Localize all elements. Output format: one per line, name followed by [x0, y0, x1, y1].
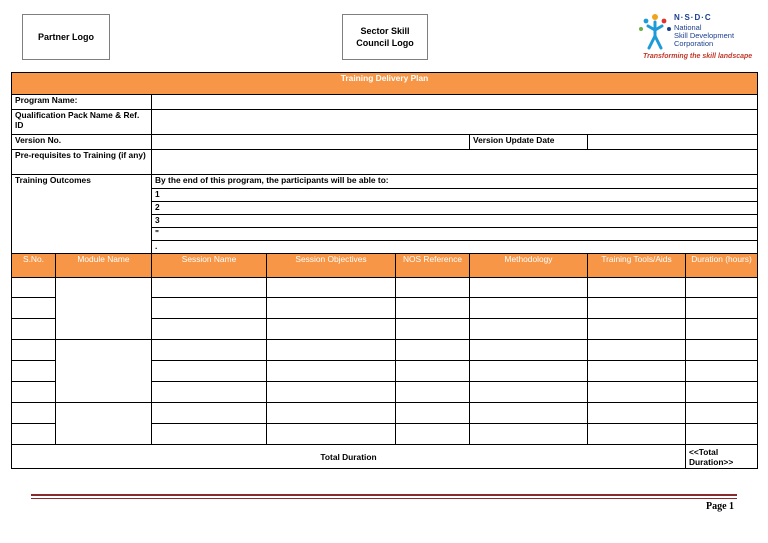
col-header-session-name: Session Name [152, 254, 267, 278]
sno-cell[interactable] [12, 278, 56, 298]
module-name-cell[interactable] [56, 340, 152, 403]
sno-cell[interactable] [12, 298, 56, 319]
duration-cell[interactable] [686, 382, 758, 403]
duration-cell[interactable] [686, 319, 758, 340]
nsdc-abbr: N·S·D·C [674, 13, 712, 22]
version-update-label: Version Update Date [470, 135, 588, 150]
session-name-cell[interactable] [152, 424, 267, 445]
program-name-value[interactable] [152, 95, 758, 110]
training-tools-cell[interactable] [588, 340, 686, 361]
footer-rule [31, 494, 737, 496]
methodology-cell[interactable] [470, 424, 588, 445]
training-tools-cell[interactable] [588, 403, 686, 424]
methodology-cell[interactable] [470, 319, 588, 340]
outcomes-intro: By the end of this program, the participants will be able to: [152, 175, 758, 189]
session-objectives-cell[interactable] [267, 319, 396, 340]
methodology-cell[interactable] [470, 382, 588, 403]
outcome-item[interactable]: 3 [152, 215, 758, 228]
page-number: Page 1 [706, 501, 735, 512]
total-duration-value[interactable]: <<Total Duration>> [686, 445, 758, 469]
nos-reference-cell[interactable] [396, 403, 470, 424]
nsdc-tagline: Transforming the skill landscape [643, 53, 753, 60]
session-objectives-cell[interactable] [267, 361, 396, 382]
nsdc-name [674, 24, 734, 48]
sector-logo-label: Sector Skill Council Logo [356, 26, 414, 48]
training-tools-cell[interactable] [588, 361, 686, 382]
outcome-item[interactable]: . [152, 241, 758, 254]
prerequisites-label: Pre-requisites to Training (if any) [12, 150, 152, 175]
table-title: Training Delivery Plan [12, 73, 758, 95]
version-no-label: Version No. [12, 135, 152, 150]
training-delivery-plan-table [11, 72, 758, 469]
version-no-value[interactable] [152, 135, 470, 150]
nsdc-name-line3: Corporation [674, 39, 714, 48]
outcome-item[interactable]: 1 [152, 189, 758, 202]
partner-logo-label: Partner Logo [37, 32, 94, 42]
sno-cell[interactable] [12, 382, 56, 403]
nsdc-name-line1: National [674, 23, 702, 32]
session-objectives-cell[interactable] [267, 340, 396, 361]
duration-cell[interactable] [686, 361, 758, 382]
outcome-item[interactable]: " [152, 228, 758, 241]
methodology-cell[interactable] [470, 403, 588, 424]
sno-cell[interactable] [12, 403, 56, 424]
training-tools-cell[interactable] [588, 424, 686, 445]
session-objectives-cell[interactable] [267, 278, 396, 298]
sector-skill-council-logo [342, 14, 428, 60]
methodology-cell[interactable] [470, 278, 588, 298]
col-header-sno: S.No. [12, 254, 56, 278]
training-outcomes-label: Training Outcomes [12, 175, 152, 254]
col-header-duration: Duration (hours) [686, 254, 758, 278]
methodology-cell[interactable] [470, 340, 588, 361]
session-name-cell[interactable] [152, 382, 267, 403]
training-tools-cell[interactable] [588, 382, 686, 403]
session-name-cell[interactable] [152, 298, 267, 319]
session-objectives-cell[interactable] [267, 382, 396, 403]
duration-cell[interactable] [686, 424, 758, 445]
training-tools-cell[interactable] [588, 319, 686, 340]
module-name-cell[interactable] [56, 278, 152, 340]
program-name-label: Program Name: [12, 95, 152, 110]
session-name-cell[interactable] [152, 403, 267, 424]
nos-reference-cell[interactable] [396, 424, 470, 445]
methodology-cell[interactable] [470, 298, 588, 319]
session-objectives-cell[interactable] [267, 298, 396, 319]
version-update-value[interactable] [588, 135, 758, 150]
duration-cell[interactable] [686, 403, 758, 424]
footer-rule-thin [31, 498, 737, 499]
nos-reference-cell[interactable] [396, 340, 470, 361]
nsdc-logo [638, 12, 753, 64]
nos-reference-cell[interactable] [396, 319, 470, 340]
nos-reference-cell[interactable] [396, 382, 470, 403]
session-name-cell[interactable] [152, 340, 267, 361]
session-name-cell[interactable] [152, 361, 267, 382]
nos-reference-cell[interactable] [396, 298, 470, 319]
session-objectives-cell[interactable] [267, 403, 396, 424]
sno-cell[interactable] [12, 424, 56, 445]
qualification-label: Qualification Pack Name & Ref. ID [12, 110, 152, 135]
col-header-methodology: Methodology [470, 254, 588, 278]
module-name-cell[interactable] [56, 403, 152, 445]
total-duration-label: Total Duration [12, 445, 686, 469]
session-objectives-cell[interactable] [267, 424, 396, 445]
partner-logo [22, 14, 110, 60]
session-name-cell[interactable] [152, 319, 267, 340]
session-name-cell[interactable] [152, 278, 267, 298]
methodology-cell[interactable] [470, 361, 588, 382]
col-header-nos-reference: NOS Reference [396, 254, 470, 278]
table-row [12, 278, 758, 298]
duration-cell[interactable] [686, 340, 758, 361]
nos-reference-cell[interactable] [396, 361, 470, 382]
col-header-session-objectives: Session Objectives [267, 254, 396, 278]
nsdc-figure-icon [638, 12, 672, 52]
table-row [12, 340, 758, 361]
nos-reference-cell[interactable] [396, 278, 470, 298]
sno-cell[interactable] [12, 361, 56, 382]
sno-cell[interactable] [12, 340, 56, 361]
qualification-value[interactable] [152, 110, 758, 135]
training-tools-cell[interactable] [588, 298, 686, 319]
col-header-training-tools: Training Tools/Aids [588, 254, 686, 278]
col-header-module-name: Module Name [56, 254, 152, 278]
duration-cell[interactable] [686, 298, 758, 319]
outcome-item[interactable]: 2 [152, 202, 758, 215]
duration-cell[interactable] [686, 278, 758, 298]
sno-cell[interactable] [12, 319, 56, 340]
table-row [12, 403, 758, 424]
training-tools-cell[interactable] [588, 278, 686, 298]
prerequisites-value[interactable] [152, 150, 758, 175]
nsdc-name-line2: Skill Development [674, 31, 735, 40]
